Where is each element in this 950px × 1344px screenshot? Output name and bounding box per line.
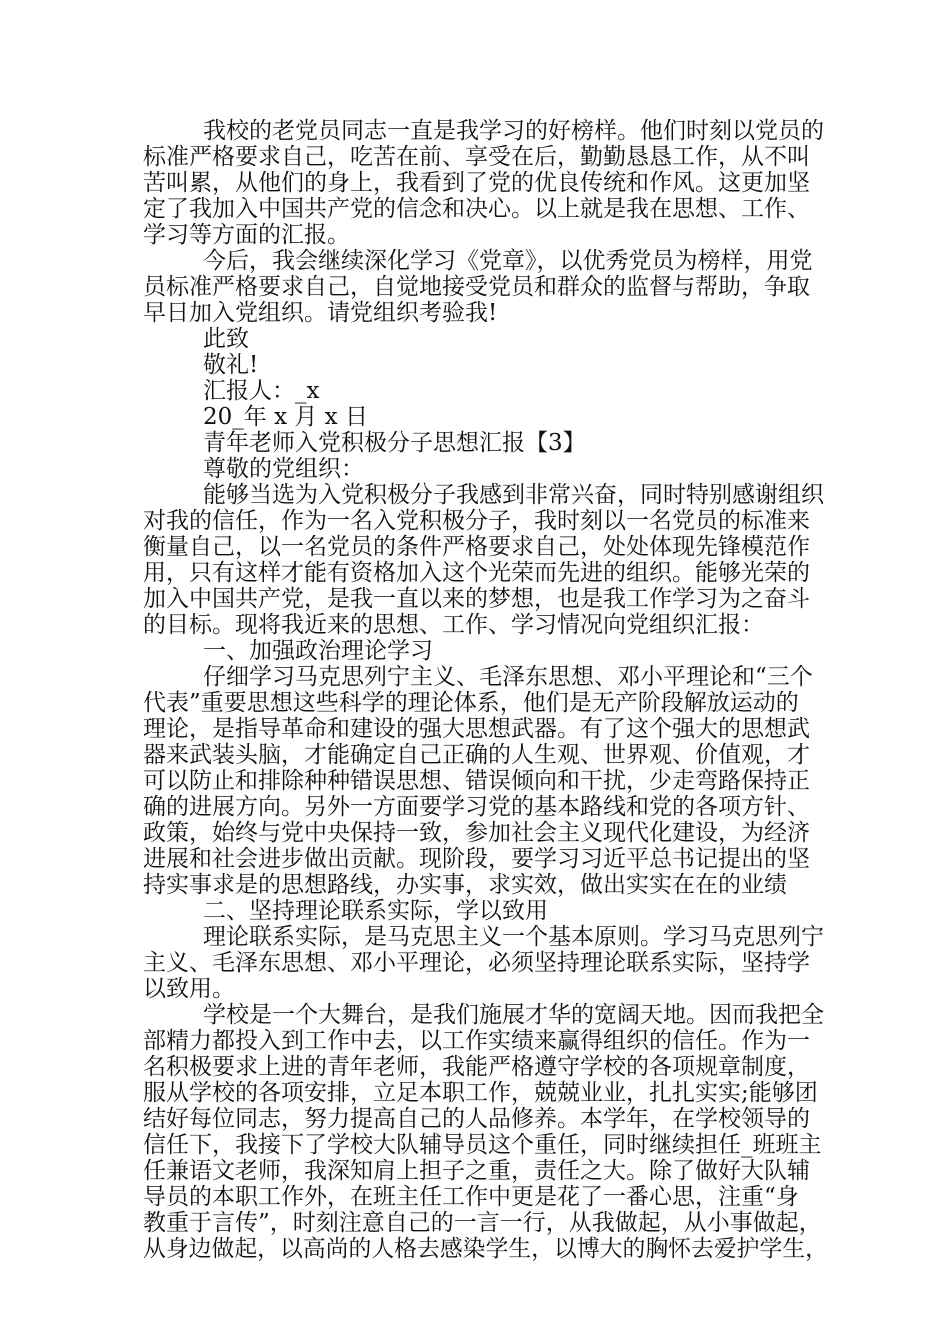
text-line-content: 学习等方面的汇报。 (143, 222, 350, 248)
text-line (143, 768, 828, 794)
text-line-content: 结好每位同志，努力提高自己的人品修养。本学年，在学校领导的 (143, 1106, 810, 1132)
text-line (143, 924, 828, 950)
text-line (143, 690, 828, 716)
text-line (143, 716, 828, 742)
text-line-content: 信任下，我接下了学校大队辅导员这个重任，同时继续担任_班班主 (143, 1132, 822, 1158)
text-line-content: 衡量自己，以一名党员的条件严格要求自己，处处体现先锋模范作 (143, 534, 810, 560)
text-line-content: 我校的老党员同志一直是我学习的好榜样。他们时刻以党员的 (203, 118, 824, 144)
text-line (143, 196, 828, 222)
text-line (143, 586, 828, 612)
text-line-content: 进展和社会进步做出贡献。现阶段，要学习习近平总书记提出的坚 (143, 846, 810, 872)
text-line-content: 员标准严格要求自己，自觉地接受党员和群众的监督与帮助，争取 (143, 274, 810, 300)
text-line (143, 170, 828, 196)
document-body (143, 118, 828, 1262)
text-line (143, 404, 828, 430)
text-line-content: 导员的本职工作外，在班主任工作中更是花了一番心思，注重“身 (143, 1184, 799, 1210)
text-line (143, 1210, 828, 1236)
text-line-content: 名积极要求上进的青年老师，我能严格遵守学校的各项规章制度， (143, 1054, 810, 1080)
text-line-content: 标准严格要求自己，吃苦在前、享受在后，勤勤恳恳工作，从不叫 (143, 144, 810, 170)
text-line-content: 理论，是指导革命和建设的强大思想武器。有了这个强大的思想武 (143, 716, 810, 742)
text-line (143, 456, 828, 482)
text-line (143, 872, 828, 898)
text-line (143, 898, 828, 924)
text-line-content: 敬礼! (203, 352, 259, 378)
text-line (143, 274, 828, 300)
text-line (143, 1054, 828, 1080)
text-line (143, 534, 828, 560)
text-line-content: 一、加强政治理论学习 (203, 638, 433, 664)
text-line (143, 1158, 828, 1184)
text-line (143, 820, 828, 846)
text-line-content: 教重于言传”，时刻注意自己的一言一行，从我做起，从小事做起， (143, 1210, 822, 1236)
text-line-content: 此致 (203, 326, 249, 352)
text-line (143, 482, 828, 508)
text-line-content: 尊敬的党组织： (203, 456, 364, 482)
text-line-content: 今后，我会继续深化学习《党章》，以优秀党员为榜样，用党 (203, 248, 813, 274)
text-line-content: 以致用。 (143, 976, 235, 1002)
text-line (143, 976, 828, 1002)
text-line-content: 学校是一个大舞台，是我们施展才华的宽阔天地。因而我把全 (203, 1002, 824, 1028)
text-line (143, 950, 828, 976)
text-line (143, 846, 828, 872)
text-line (143, 1132, 828, 1158)
text-line (143, 560, 828, 586)
text-line-content: 任兼语文老师，我深知肩上担子之重，责任之大。除了做好大队辅 (143, 1158, 810, 1184)
text-line (143, 1002, 828, 1028)
text-line (143, 248, 828, 274)
text-line-content: 定了我加入中国共产党的信念和决心。以上就是我在思想、工作、 (143, 196, 810, 222)
text-line (143, 742, 828, 768)
text-line (143, 430, 828, 456)
text-line-content: 苦叫累，从他们的身上，我看到了党的优良传统和作风。这更加坚 (143, 170, 810, 196)
text-line (143, 1236, 828, 1262)
text-line-content: 仔细学习马克思列宁主义、毛泽东思想、邓小平理论和“三个 (203, 664, 813, 690)
text-line-content: 青年老师入党积极分子思想汇报【3】 (203, 430, 586, 456)
text-line-content: 代表”重要思想这些科学的理论体系，他们是无产阶段解放运动的 (143, 690, 799, 716)
text-line (143, 612, 828, 638)
text-line-content: 对我的信任，作为一名入党积极分子，我时刻以一名党员的标准来 (143, 508, 810, 534)
text-line-content: 能够当选为入党积极分子我感到非常兴奋，同时特别感谢组织 (203, 482, 824, 508)
text-line-content: 部精力都投入到工作中去，以工作实绩来赢得组织的信任。作为一 (143, 1028, 810, 1054)
text-line-content: 汇报人：_x (203, 378, 320, 404)
text-line (143, 352, 828, 378)
text-line-content: 的目标。现将我近来的思想、工作、学习情况向党组织汇报： (143, 612, 764, 638)
text-line-content: 加入中国共产党，是我一直以来的梦想，也是我工作学习为之奋斗 (143, 586, 810, 612)
text-line (143, 144, 828, 170)
text-line (143, 1080, 828, 1106)
text-line-content: 早日加入党组织。请党组织考验我! (143, 300, 498, 326)
text-line-content: 器来武装头脑，才能确定自己正确的人生观、世界观、价值观，才 (143, 742, 810, 768)
text-line-content: 20_年 x 月 x 日 (203, 404, 368, 430)
text-line-content: 服从学校的各项安排，立足本职工作，兢兢业业，扎扎实实;能够团 (143, 1080, 818, 1106)
text-line (143, 664, 828, 690)
text-line (143, 1184, 828, 1210)
text-line-content: 从身边做起，以高尚的人格去感染学生，以博大的胸怀去爱护学生， (143, 1236, 828, 1262)
text-line (143, 1106, 828, 1132)
text-line-content: 用，只有这样才能有资格加入这个光荣而先进的组织。能够光荣的 (143, 560, 810, 586)
text-line (143, 508, 828, 534)
text-line (143, 222, 828, 248)
text-line-content: 确的进展方向。另外一方面要学习党的基本路线和党的各项方针、 (143, 794, 810, 820)
text-line (143, 1028, 828, 1054)
text-line-content: 二、坚持理论联系实际，学以致用 (203, 898, 548, 924)
text-line-content: 理论联系实际，是马克思主义一个基本原则。学习马克思列宁 (203, 924, 824, 950)
text-line (143, 118, 828, 144)
text-line-content: 政策，始终与党中央保持一致，参加社会主义现代化建设，为经济 (143, 820, 810, 846)
text-line-content: 持实事求是的思想路线，办实事，求实效，做出实实在在的业绩 (143, 872, 787, 898)
text-line (143, 638, 828, 664)
text-line (143, 794, 828, 820)
text-line (143, 378, 828, 404)
text-line-content: 主义、毛泽东思想、邓小平理论，必须坚持理论联系实际，坚持学 (143, 950, 810, 976)
text-line-content: 可以防止和排除种种错误思想、错误倾向和干扰，少走弯路保持正 (143, 768, 810, 794)
text-line (143, 326, 828, 352)
text-line (143, 300, 828, 326)
